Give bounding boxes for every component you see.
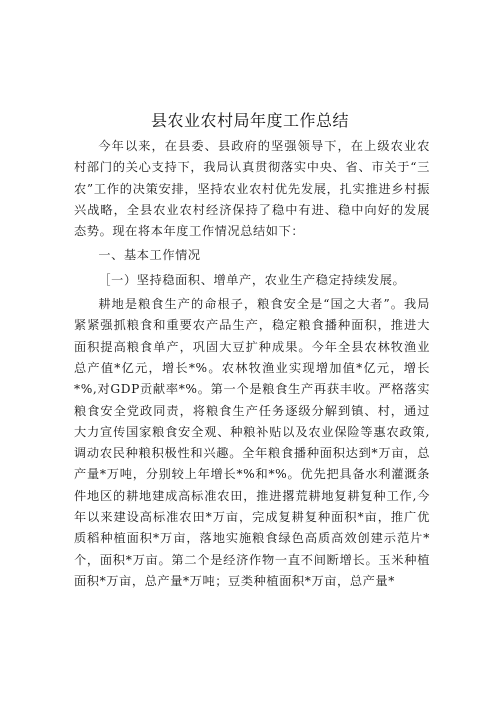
section-heading: 一、基本工作情况 xyxy=(98,248,201,263)
subsection-heading: ［一）坚持稳面积、增单产，农业生产稳定持续发展。 xyxy=(98,272,406,287)
intro-paragraph: 今年以来，在县委、县政府的坚强领导下，在上级农业农村部门的关心支持下，我局认真贯彻落实中央、省、市关于“三农”工作的决策安排，坚持农业农村优先发展，扎实推进乡村振兴战略，全县农业农村经济保持了稳中有进、稳中向好的发展态势。现在将本年度工作情况总结如下： xyxy=(74,139,430,239)
document-title: 县农业农村局年度工作总结 xyxy=(150,111,349,130)
body-paragraph: 耕地是粮食生产的命根子，粮食安全是“国之大者”。我局紧紧强抓粮食和重要农产品生产，稳定粮食播种面积，推进大面积提高粮食单产，巩固大豆扩种成果。今年全县农林牧渔业总产值*亿元，增长*%。农林牧渔业实现增加值*亿元，增长*%,对GDP贡献率*%。第一个是粮食生产再获丰收。严格落实粮食安全党政同责，将粮食生产任务逐级分解到镇、村，通过大力宣传国家粮食安全观、种粮补贴以及农业保险等惠农政策,调动农民种粮积极性和兴趣。全年粮食播种面积达到*万亩，总产量*万吨，分别较上年增长*%和*%。优先把具备水利灌溉条件地区的耕地建成高标准农田，推进撂荒耕地复耕复种工作,今年以来建设高标准农田*万亩，完成复耕复种面积*亩，推广优质稻种植面积*万亩，落地实施粮食绿色高质高效创建示范片*个，面积*万亩。第二个是经济作物一直不间断增长。玉米种植面积*万亩，总产量*万吨；豆类种植面积*万亩，总产量* xyxy=(74,297,430,588)
document-body xyxy=(74,136,430,592)
